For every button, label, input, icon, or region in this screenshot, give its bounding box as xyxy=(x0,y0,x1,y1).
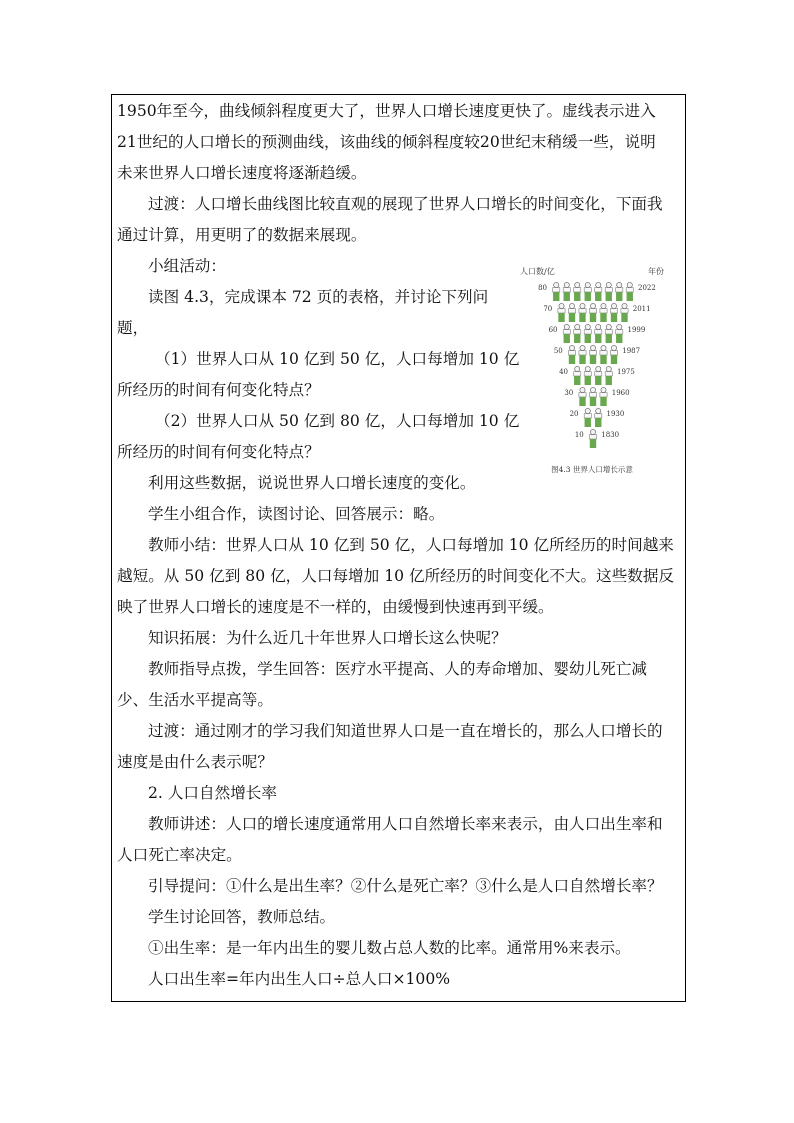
figure-population-label: 20 xyxy=(569,410,579,418)
person-icon xyxy=(568,345,575,364)
person-icon xyxy=(600,345,607,364)
paragraph-line: 未来世界人口增长速度将逐渐趋缓。 xyxy=(117,164,367,182)
person-icon xyxy=(579,387,586,406)
figure-x-label: 年份 xyxy=(648,267,664,276)
paragraph-line: 所经历的时间有何变化特点？ xyxy=(117,443,320,461)
guiding-question: 引导提问：①什么是出生率？②什么是死亡率？③什么是人口自然增长率？ xyxy=(148,877,663,895)
figure-population-label: 40 xyxy=(559,368,568,376)
figure-year-label: 1960 xyxy=(611,389,630,397)
figure-population-label: 50 xyxy=(553,347,563,355)
person-icon xyxy=(563,282,570,301)
person-icon xyxy=(589,387,596,406)
paragraph-line: 速度是由什么表示呢？ xyxy=(117,753,273,771)
person-icon xyxy=(595,324,602,343)
paragraph-line: 学生小组合作，读图讨论、回答展示：略。 xyxy=(148,505,445,523)
paragraph-line: 通过计算，用更明了的数据来展现。 xyxy=(117,226,367,244)
person-icon xyxy=(574,282,581,301)
person-icon xyxy=(579,303,586,322)
person-icon xyxy=(610,303,617,322)
person-icon xyxy=(584,366,591,385)
teacher-summary: 教师小结：世界人口从 10 亿到 50 亿，人口每增加 10 亿所经历的时间越来 xyxy=(148,536,674,554)
question-2: （2）世界人口从 50 亿到 80 亿，人口每增加 10 亿 xyxy=(155,412,520,430)
person-icon xyxy=(589,345,596,364)
figure-population-label: 70 xyxy=(543,305,553,313)
population-figure-svg xyxy=(512,262,672,480)
figure-population-label: 80 xyxy=(538,284,547,292)
person-icon xyxy=(574,366,581,385)
figure-rows xyxy=(538,282,656,448)
person-icon xyxy=(589,429,596,448)
paragraph-line: 21世纪的人口增长的预测曲线，该曲线的倾斜程度较20世纪末稍缓一些，说明 xyxy=(117,133,656,151)
paragraph-line: 所经历的时间有何变化特点？ xyxy=(117,381,320,399)
paragraph-line: 越短。从 50 亿到 80 亿，人口每增加 10 亿所经历的时间变化不大。这些数据反 xyxy=(117,567,675,585)
paragraph-line: 教师讲述：人口的增长速度通常用人口自然增长率来表示，由人口出生率和 xyxy=(148,815,663,833)
person-icon xyxy=(605,324,612,343)
figure-population-label: 10 xyxy=(574,431,584,439)
figure-population-label: 30 xyxy=(564,389,574,397)
birth-rate-formula: 人口出生率=年内出生人口÷总人口×100% xyxy=(148,970,451,988)
person-icon xyxy=(595,408,602,427)
person-icon xyxy=(610,345,617,364)
paragraph-line: 少、生活水平提高等。 xyxy=(117,691,273,709)
person-icon xyxy=(600,387,607,406)
person-icon xyxy=(626,282,633,301)
figure-population-label: 60 xyxy=(548,326,558,334)
person-icon xyxy=(595,282,602,301)
paragraph-line: 教师指导点拨，学生回答：医疗水平提高、人的寿命增加、婴幼儿死亡减 xyxy=(148,660,648,678)
figure-year-label: 1830 xyxy=(601,431,620,439)
person-icon xyxy=(568,303,575,322)
paragraph-line: 利用这些数据，说说世界人口增长速度的变化。 xyxy=(148,474,476,492)
figure-y-label: 人口数/亿 xyxy=(520,267,555,276)
person-icon xyxy=(584,324,591,343)
figure-caption: 图4.3 世界人口增长示意 xyxy=(551,465,633,474)
transition-line: 过渡：通过刚才的学习我们知道世界人口是一直在增长的，那么人口增长的 xyxy=(148,722,663,740)
person-icon xyxy=(589,303,596,322)
person-icon xyxy=(600,303,607,322)
knowledge-extension: 知识拓展：为什么近几十年世界人口增长这么快呢？ xyxy=(148,629,507,647)
person-icon xyxy=(579,345,586,364)
transition-line: 过渡：人口增长曲线图比较直观的展现了世界人口增长的时间变化，下面我 xyxy=(148,195,663,213)
person-icon xyxy=(584,282,591,301)
section-heading: 2. 人口自然增长率 xyxy=(148,784,277,802)
person-icon xyxy=(616,282,623,301)
group-activity-heading: 小组活动： xyxy=(148,257,226,275)
figure-year-label: 2022 xyxy=(638,284,656,292)
person-icon xyxy=(605,366,612,385)
figure-year-label: 1930 xyxy=(606,410,625,418)
figure-year-label: 2011 xyxy=(632,305,651,313)
person-icon xyxy=(595,366,602,385)
person-icon xyxy=(558,303,565,322)
paragraph-line: 学生讨论回答，教师总结。 xyxy=(148,908,336,926)
person-icon xyxy=(605,282,612,301)
paragraph-line: 映了世界人口增长的速度是不一样的，由缓慢到快速再到平缓。 xyxy=(117,598,554,616)
question-1: （1）世界人口从 10 亿到 50 亿，人口每增加 10 亿 xyxy=(155,350,520,368)
figure-year-label: 1975 xyxy=(617,368,635,376)
person-icon xyxy=(616,324,623,343)
person-icon xyxy=(584,408,591,427)
paragraph-line: 1950年至今，曲线倾斜程度更大了，世界人口增长速度更快了。虚线表示进入 xyxy=(117,102,656,120)
person-icon xyxy=(563,324,570,343)
paragraph-line: 人口死亡率决定。 xyxy=(117,846,242,864)
figure-year-label: 1999 xyxy=(627,326,646,334)
person-icon xyxy=(621,303,628,322)
person-icon xyxy=(574,324,581,343)
birth-rate-definition: ①出生率：是一年内出生的婴儿数占总人数的比率。通常用%来表示。 xyxy=(148,939,631,957)
person-icon xyxy=(553,282,560,301)
lesson-text xyxy=(117,96,682,995)
population-growth-figure xyxy=(512,262,672,480)
paragraph-line: 读图 4.3，完成课本 72 页的表格，并讨论下列问 xyxy=(148,288,489,306)
figure-year-label: 1987 xyxy=(622,347,641,355)
paragraph-line: 题， xyxy=(117,319,149,337)
